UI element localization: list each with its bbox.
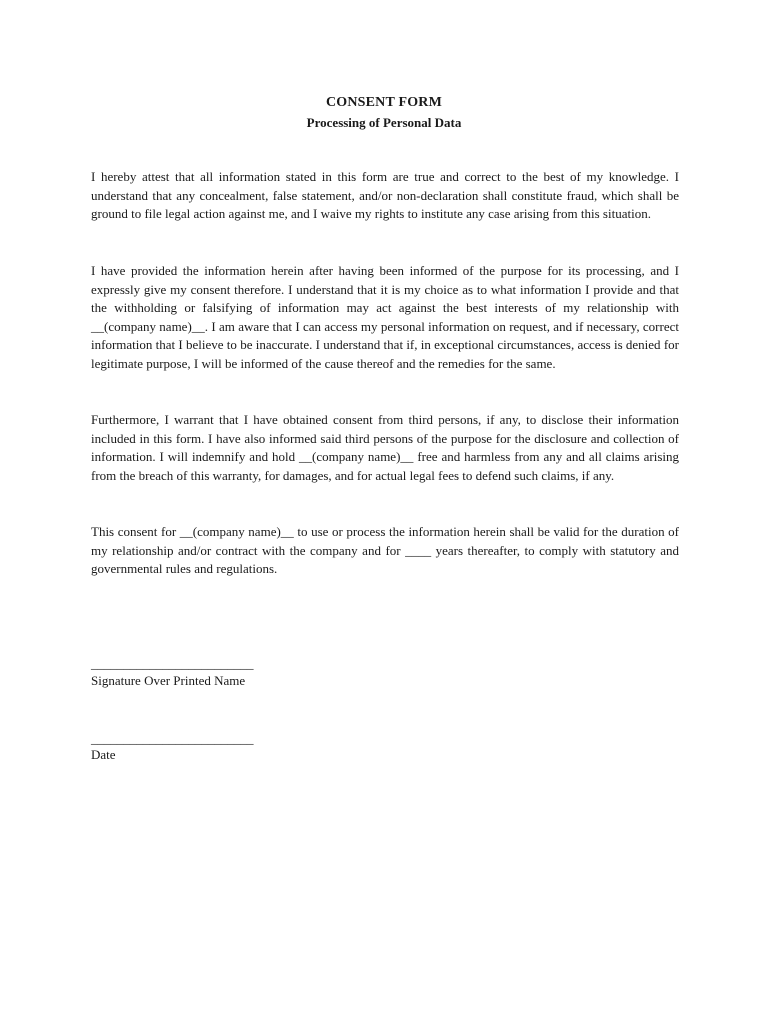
attestation-paragraph: I hereby attest that all information stated in this form are true and correct to the best of my knowledge. I understand that any concealment, false statement, and/or non-declaration shall constitute fraud, which shall be ground to file legal action against me, and I waive my rights to institute any case arising from this situation. [91,169,679,222]
document-title: CONSENT FORM [325,95,443,110]
signature-blank-line: _________________________ [91,656,254,671]
document-subtitle: Processing of Personal Data [306,115,462,130]
validity-paragraph: This consent for __(company name)__ to use or process the information herein shall be valid for the duration of my relationship and/or contract with the company and for ____ years thereafter, to comply with statutory and governmental rules and regulations. [91,524,679,577]
consent-paragraph: I have provided the information herein after having been informed of the purpose for its processing, and I expressly give my consent therefore. I understand that it is my choice as to what information I provide and that the withholding or falsifying of information may act against the best interests of my relationship with __(company name)__. I am aware that I can access my personal information on request, and if necessary, correct information that I believe to be inaccurate. I understand that if, in exceptional circumstances, access is denied for legitimate purpose, I will be informed of the cause thereof and the remedies for the same. [91,263,679,371]
third-party-warranty-paragraph: Furthermore, I warrant that I have obtained consent from third persons, if any, to disclose their information included in this form. I have also informed said third persons of the purpose for the disclosure and collection of information. I will indemnify and hold __(company name)__ free and harmless from any and all claims arising from the breach of this warranty, for damages, and for actual legal fees to defend such claims, if any. [91,412,679,483]
date-label: Date [91,747,116,762]
signature-label: Signature Over Printed Name [91,673,246,688]
date-blank-line: _________________________ [91,731,254,746]
